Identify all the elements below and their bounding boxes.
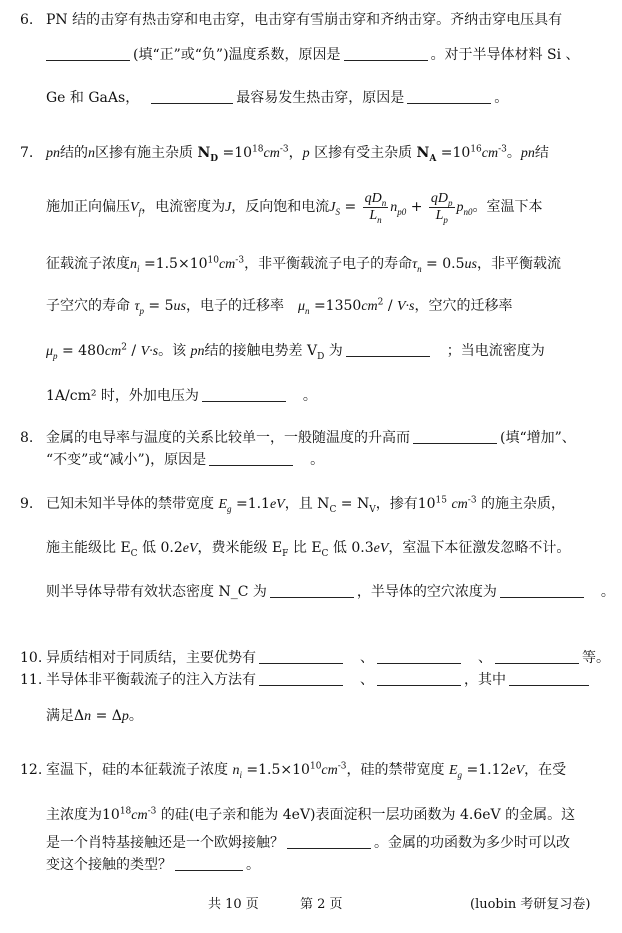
question-11-line-2: 满足Δn = Δp。: [46, 708, 143, 724]
answer-blank[interactable]: [209, 450, 293, 466]
answer-blank[interactable]: [270, 582, 354, 598]
question-10-number: 10.: [20, 650, 43, 666]
question-7-line-2: 施加正向偏压$V_f$，电流密度为J，反向饱和电流$J_S$ = $\frac{qD_n}{L_n}$ $n_{p0}$ + $\frac{qD_p}{L_p}$ $p_{n0}$。室温下本: [46, 190, 543, 225]
question-12-line-2: 主浓度为$10^{18}cm^{-3}$ 的硅(电子亲和能为 4eV)表面淀积一层功函数为 4.6eV 的金属。这: [46, 806, 576, 823]
question-7-number: 7.: [20, 145, 34, 161]
footer-label: (luobin 考研复习卷): [470, 897, 591, 912]
question-6-line-2: (填“正”或“负”)温度系数，原因是 。对于半导体材料 Si 、: [46, 45, 580, 65]
question-9-number: 9.: [20, 496, 34, 512]
answer-blank[interactable]: [377, 670, 461, 686]
question-6-line-1: PN 结的击穿有热击穿和电击穿，电击穿有雪崩击穿和齐纳击穿。齐纳击穿电压具有: [46, 12, 563, 28]
question-12-number: 12.: [20, 762, 43, 778]
question-6-number: 6.: [20, 12, 34, 28]
question-12-line-1: 室温下，硅的本征载流子浓度 $n_i =1.5\times 10^{10}cm^{-3}$，硅的禁带宽度 $E_g =1.12eV$，在受: [46, 761, 567, 780]
answer-blank[interactable]: [509, 670, 589, 686]
question-11-number: 11.: [20, 672, 43, 688]
fraction-electron-term: $\frac{qD_n}{L_n}$: [364, 190, 387, 225]
answer-blank[interactable]: [344, 45, 428, 61]
question-8-line-1: 金属的电导率与温度的关系比较单一，一般随温度的升高而 (填“增加”、: [46, 430, 576, 446]
question-7-line-4: 子空穴的寿命 $\tau_p = 5us$，电子的迁移率 $\mu_n =1350cm^2 / V\cdot s$，空穴的迁移率: [46, 297, 513, 316]
answer-blank[interactable]: [377, 648, 461, 664]
question-9-line-1: 已知未知半导体的禁带宽度 $E_g =1.1eV$，且 $N_C = N_V$，掺有$10^{15}$ $cm^{-3}$ 的施主杂质，: [46, 495, 566, 515]
question-9-line-2: 施主能级比 $E_C$ 低 0.2eV，费米能级 $E_F$ 比 $E_C$ 低 0.3eV，室温下本征激发忽略不计。: [46, 540, 571, 559]
answer-blank[interactable]: [287, 833, 371, 849]
question-8-line-2: “不变”或“减小”)，原因是 。: [46, 452, 325, 468]
question-10-line-1: 异质结相对于同质结，主要优势有 、 、 等。: [46, 650, 610, 666]
answer-blank[interactable]: [346, 341, 430, 357]
answer-blank[interactable]: [495, 648, 579, 664]
question-9-line-3: 则半导体导带有效状态密度 N_C 为 ，半导体的空穴浓度为 。: [46, 584, 615, 600]
answer-blank[interactable]: [259, 648, 343, 664]
question-7-line-6: 1A/cm² 时，外加电压为 。: [46, 388, 317, 404]
footer-page-number: 第 2 页: [300, 897, 343, 912]
question-8-number: 8.: [20, 430, 34, 446]
answer-blank[interactable]: [202, 386, 286, 402]
question-7-line-1: pn结的n区掺有施主杂质 $N_D =10^{18}cm^{-3}$，p 区掺有受主杂质 $N_A =10^{16}cm^{-3}$。pn结: [46, 144, 549, 164]
answer-blank[interactable]: [46, 45, 130, 61]
answer-blank[interactable]: [175, 855, 243, 871]
question-7-line-3: 征载流子浓度$n_i =1.5\times 10^{10}cm^{-3}$，非平衡载流子电子的寿命$\tau_n = 0.5us$，非平衡载流: [46, 255, 561, 274]
question-6-line-3: Ge 和 GaAs， 最容易发生热击穿，原因是 。: [46, 90, 509, 106]
answer-blank[interactable]: [500, 582, 584, 598]
answer-blank[interactable]: [407, 88, 491, 104]
answer-blank[interactable]: [151, 88, 233, 104]
question-11-line-1: 半导体非平衡载流子的注入方法有 、 ，其中: [46, 670, 592, 690]
question-12-line-4: 变这个接触的类型？ 。: [46, 857, 260, 873]
footer-total-pages: 共 10 页: [208, 897, 259, 912]
fraction-hole-term: $\frac{qD_p}{L_p}$: [430, 190, 453, 225]
question-7-line-5: $\mu_p = 480cm^2 / V\cdot s$。该 pn结的接触电势差 $V_D$ 为 ；当电流密度为: [46, 342, 545, 362]
answer-blank[interactable]: [413, 428, 497, 444]
answer-blank[interactable]: [259, 670, 343, 686]
question-12-line-3: 是一个肖特基接触还是一个欧姆接触？ 。金属的功函数为多少时可以改: [46, 835, 570, 851]
